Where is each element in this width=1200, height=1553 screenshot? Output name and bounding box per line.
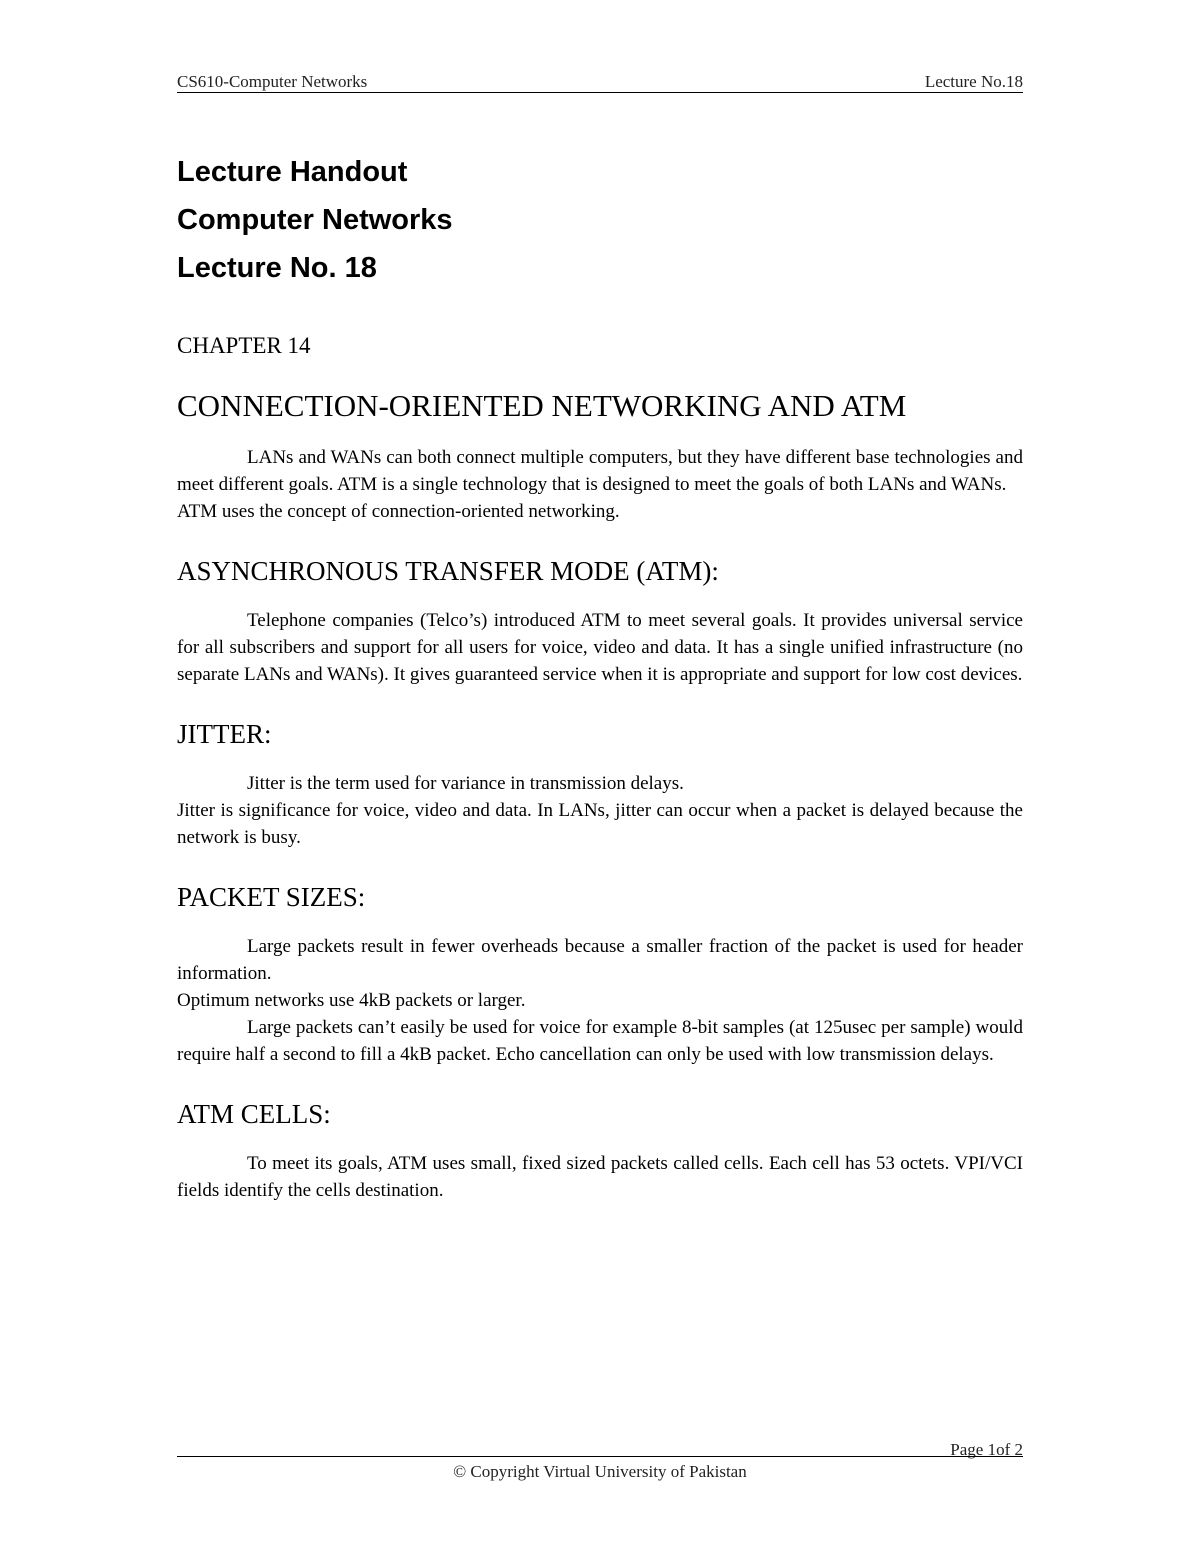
atm-cells-paragraph: To meet its goals, ATM uses small, fixed sized packets called cells. Each cell has 53 octets. VPI/VCI fields identify the cells destination. — [177, 1153, 1023, 1201]
packet-sizes-paragraph-3: Large packets can’t easily be used for voice for example 8-bit samples (at 125usec per sample) would require half a second to fill a 4kB packet. Echo cancellation can only be used with low transmission delays. — [177, 1017, 1023, 1065]
atm-paragraph: Telephone companies (Telco’s) introduced ATM to meet several goals. It provides universal service for all subscribers and support for all users for voice, video and data. It has a single unified infrastructure (no separate LANs and WANs). It gives guaranteed service when it is appropriate and support for low cost devices. — [177, 610, 1023, 685]
intro-paragraph: LANs and WANs can both connect multiple computers, but they have different base technologies and meet different goals. ATM is a single technology that is designed to meet the goals of both LANs and WANs. — [177, 447, 1023, 495]
title-course: Computer Networks — [177, 204, 453, 236]
header-lecture-number: Lecture No.18 — [924, 72, 1023, 91]
copyright-notice: © Copyright Virtual University of Pakistan — [453, 1462, 747, 1481]
intro-paragraph-2: ATM uses the concept of connection-oriented networking. — [177, 501, 620, 522]
title-handout: Lecture Handout — [177, 156, 408, 188]
jitter-paragraph: Jitter is the term used for variance in transmission delays. — [247, 773, 684, 794]
atm-cells-heading: ATM CELLS: — [177, 1099, 331, 1129]
atm-heading: ASYNCHRONOUS TRANSFER MODE (ATM): — [177, 556, 719, 586]
packet-sizes-paragraph-2: Optimum networks use 4kB packets or larger. — [177, 990, 526, 1011]
packet-sizes-heading: PACKET SIZES: — [177, 882, 366, 912]
packet-sizes-paragraph: Large packets result in fewer overheads because a smaller fraction of the packet is used for header information. — [177, 936, 1023, 984]
chapter-label: CHAPTER 14 — [177, 333, 311, 358]
footer-divider — [177, 1456, 1023, 1457]
page-number: Page 1of 2 — [950, 1440, 1023, 1459]
header-course-title: CS610-Computer Networks — [177, 72, 368, 91]
document-body — [177, 330, 1023, 1204]
jitter-paragraph-2: Jitter is significance for voice, video and data. In LANs, jitter can occur when a packet is delayed because the network is busy. — [177, 800, 1023, 848]
title-lecture-number: Lecture No. 18 — [177, 252, 377, 284]
main-heading: CONNECTION-ORIENTED NETWORKING AND ATM — [177, 388, 907, 423]
title-block — [177, 148, 1023, 292]
running-header — [177, 72, 1023, 93]
jitter-heading: JITTER: — [177, 719, 272, 749]
